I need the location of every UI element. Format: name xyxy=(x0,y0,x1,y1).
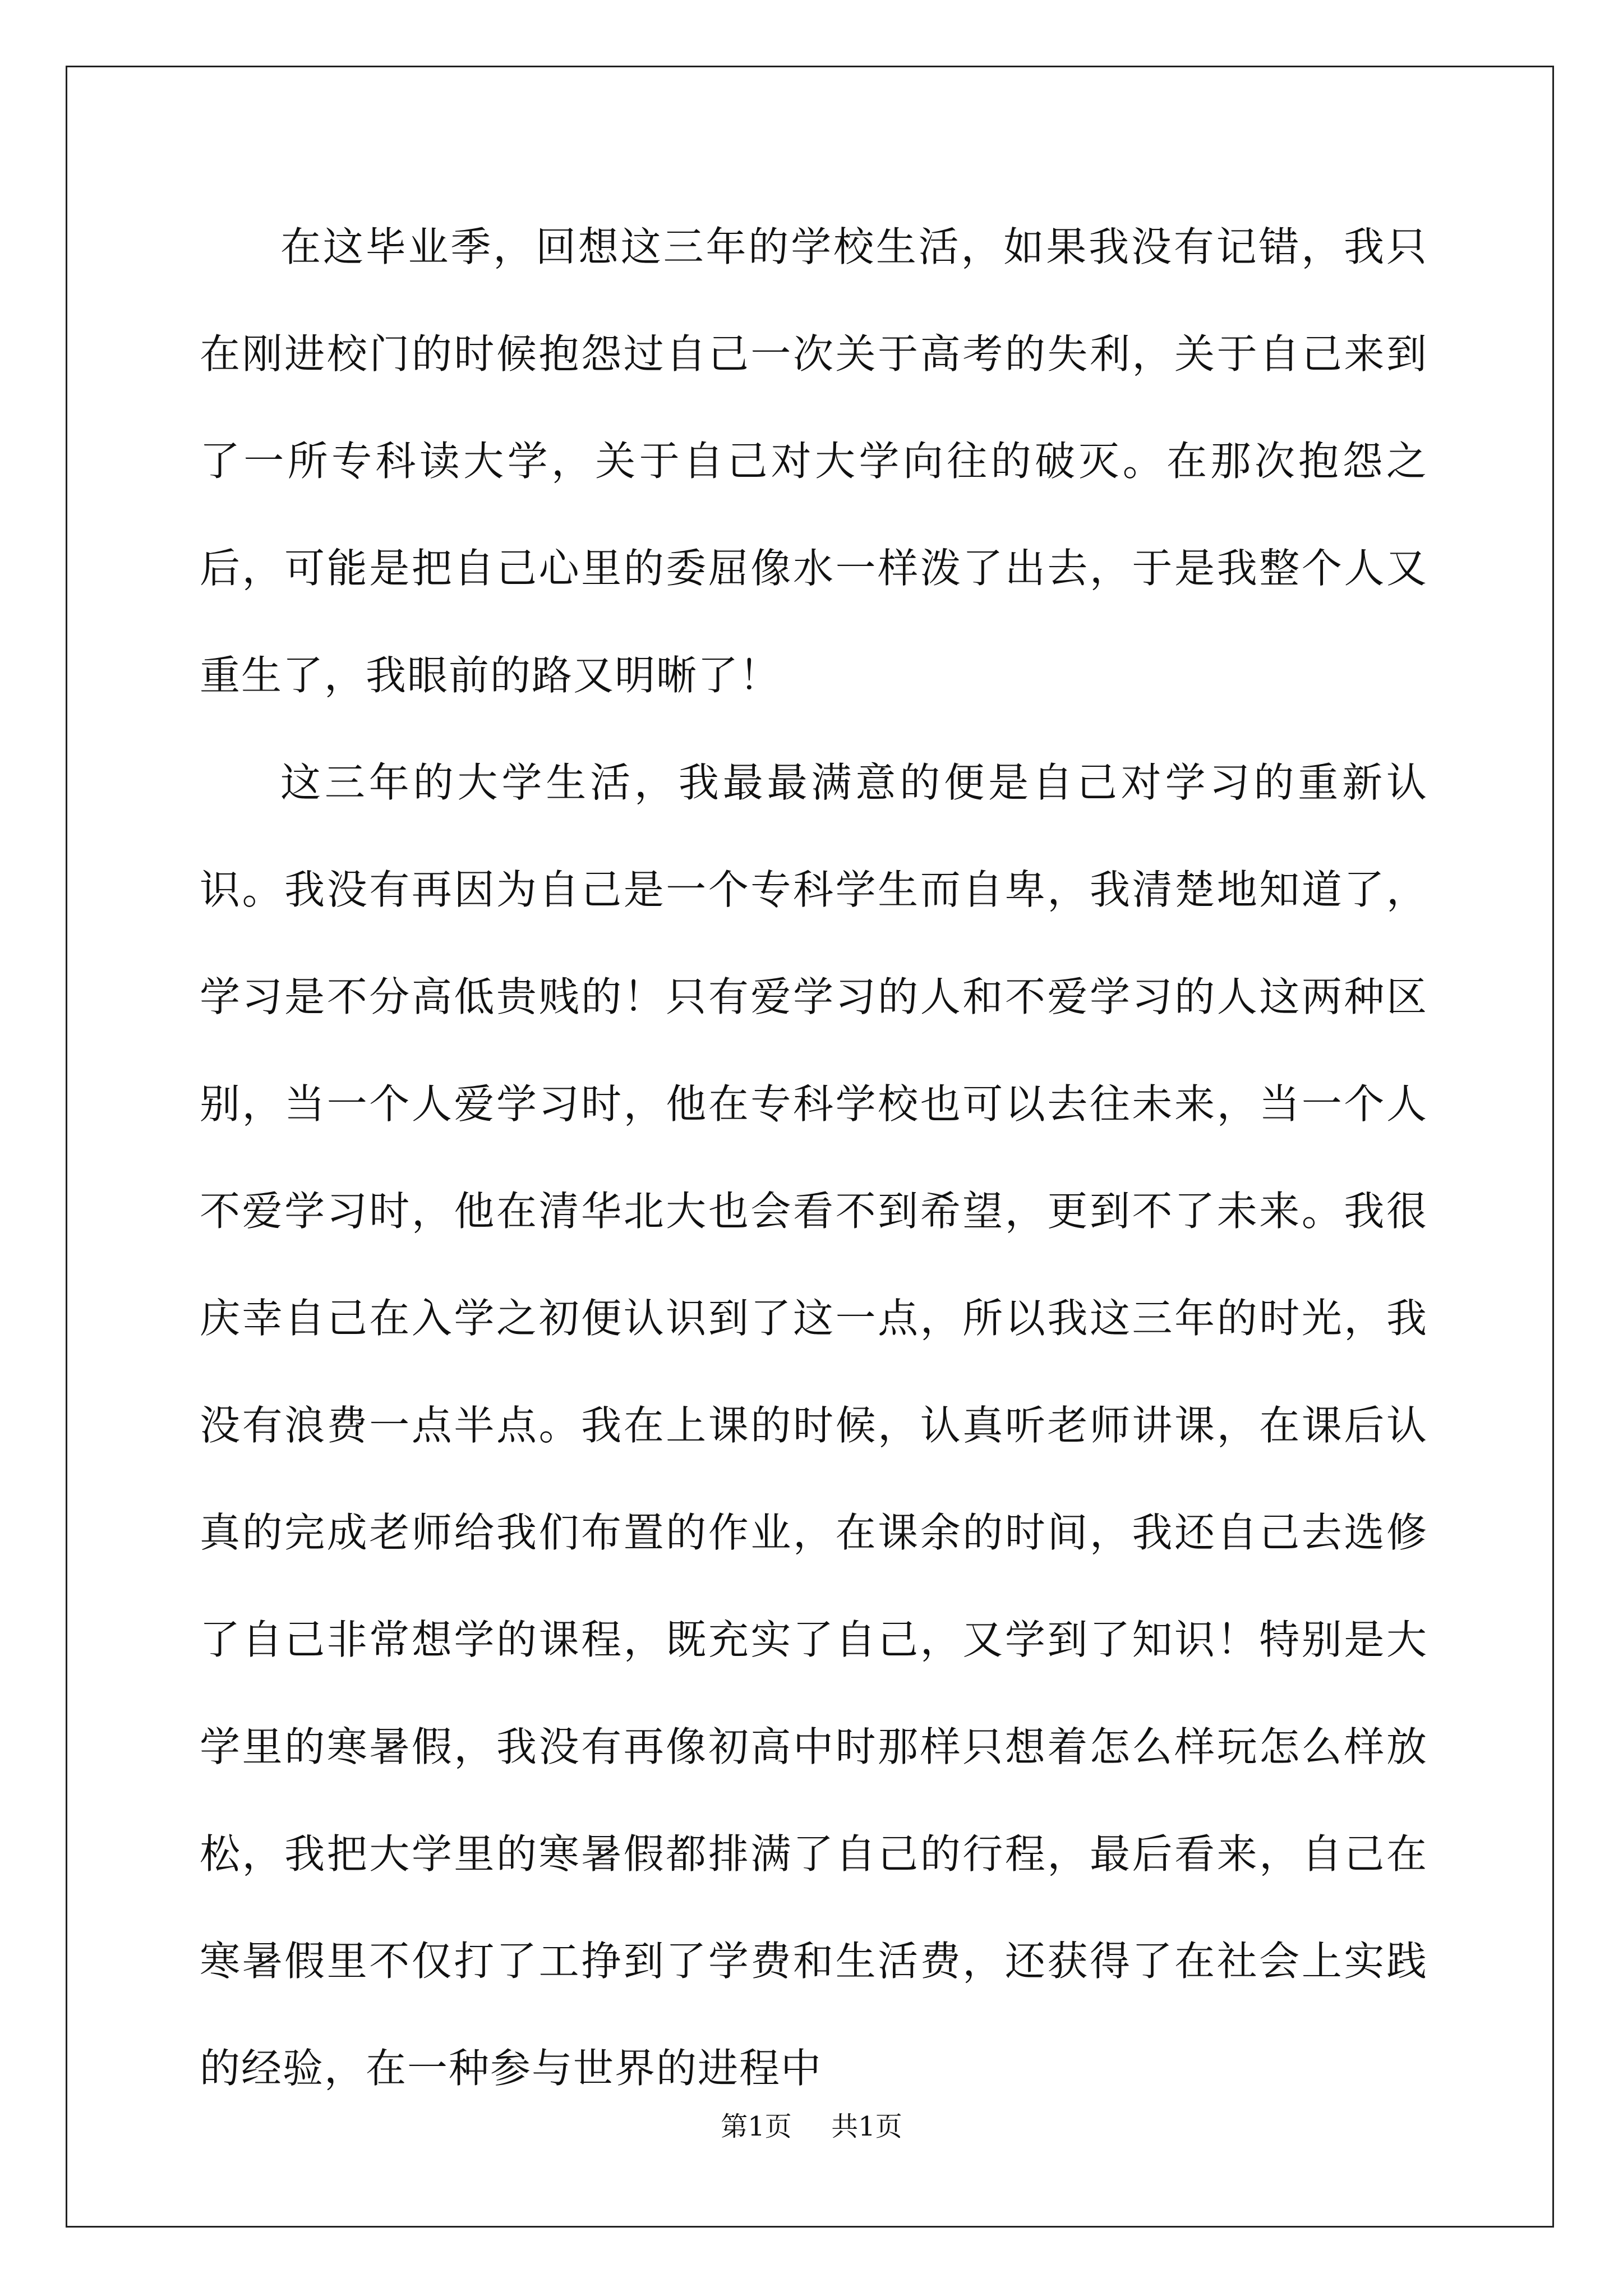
page-total: 共1页 xyxy=(831,2111,902,2142)
paragraph-2: 这三年的大学生活，我最最满意的便是自己对学习的重新认识。我没有再因为自己是一个专科学生而自卑，我清楚地知道了，学习是不分高低贵贱的！只有爱学习的人和不爱学习的人这两种区别，当一个人爱学习时，他在专科学校也可以去往未来，当一个人不爱学习时，他在清华北大也会看不到希望，更到不了未来。我很庆幸自己在入学之初便认识到了这一点，所以我这三年的时光，我没有浪费一点半点。我在上课的时候，认真听老师讲课，在课后认真的完成老师给我们布置的作业，在课余的时间，我还自己去选修了自己非常想学的课程，既充实了自己，又学到了知识！特别是大学里的寒暑假，我没有再像初高中时那样只想着怎么样玩怎么样放松，我把大学里的寒暑假都排满了自己的行程，最后看来，自己在寒暑假里不仅打了工挣到了学费和生活费，还获得了在社会上实践的经验，在一种参与世界的进程中 xyxy=(200,759,1428,2092)
paragraph-1: 在这毕业季，回想这三年的学校生活，如果我没有记错，我只在刚进校门的时候抱怨过自己一次关于高考的失利，关于自己来到了一所专科读大学，关于自己对大学向往的破灭。在那次抱怨之后，可能是把自己心里的委屈像水一样泼了出去，于是我整个人又重生了，我眼前的路又明晰了！ xyxy=(200,223,1428,699)
document-body xyxy=(200,194,1428,2122)
page-footer xyxy=(0,2105,1623,2143)
page-number: 第1页 xyxy=(721,2111,792,2142)
